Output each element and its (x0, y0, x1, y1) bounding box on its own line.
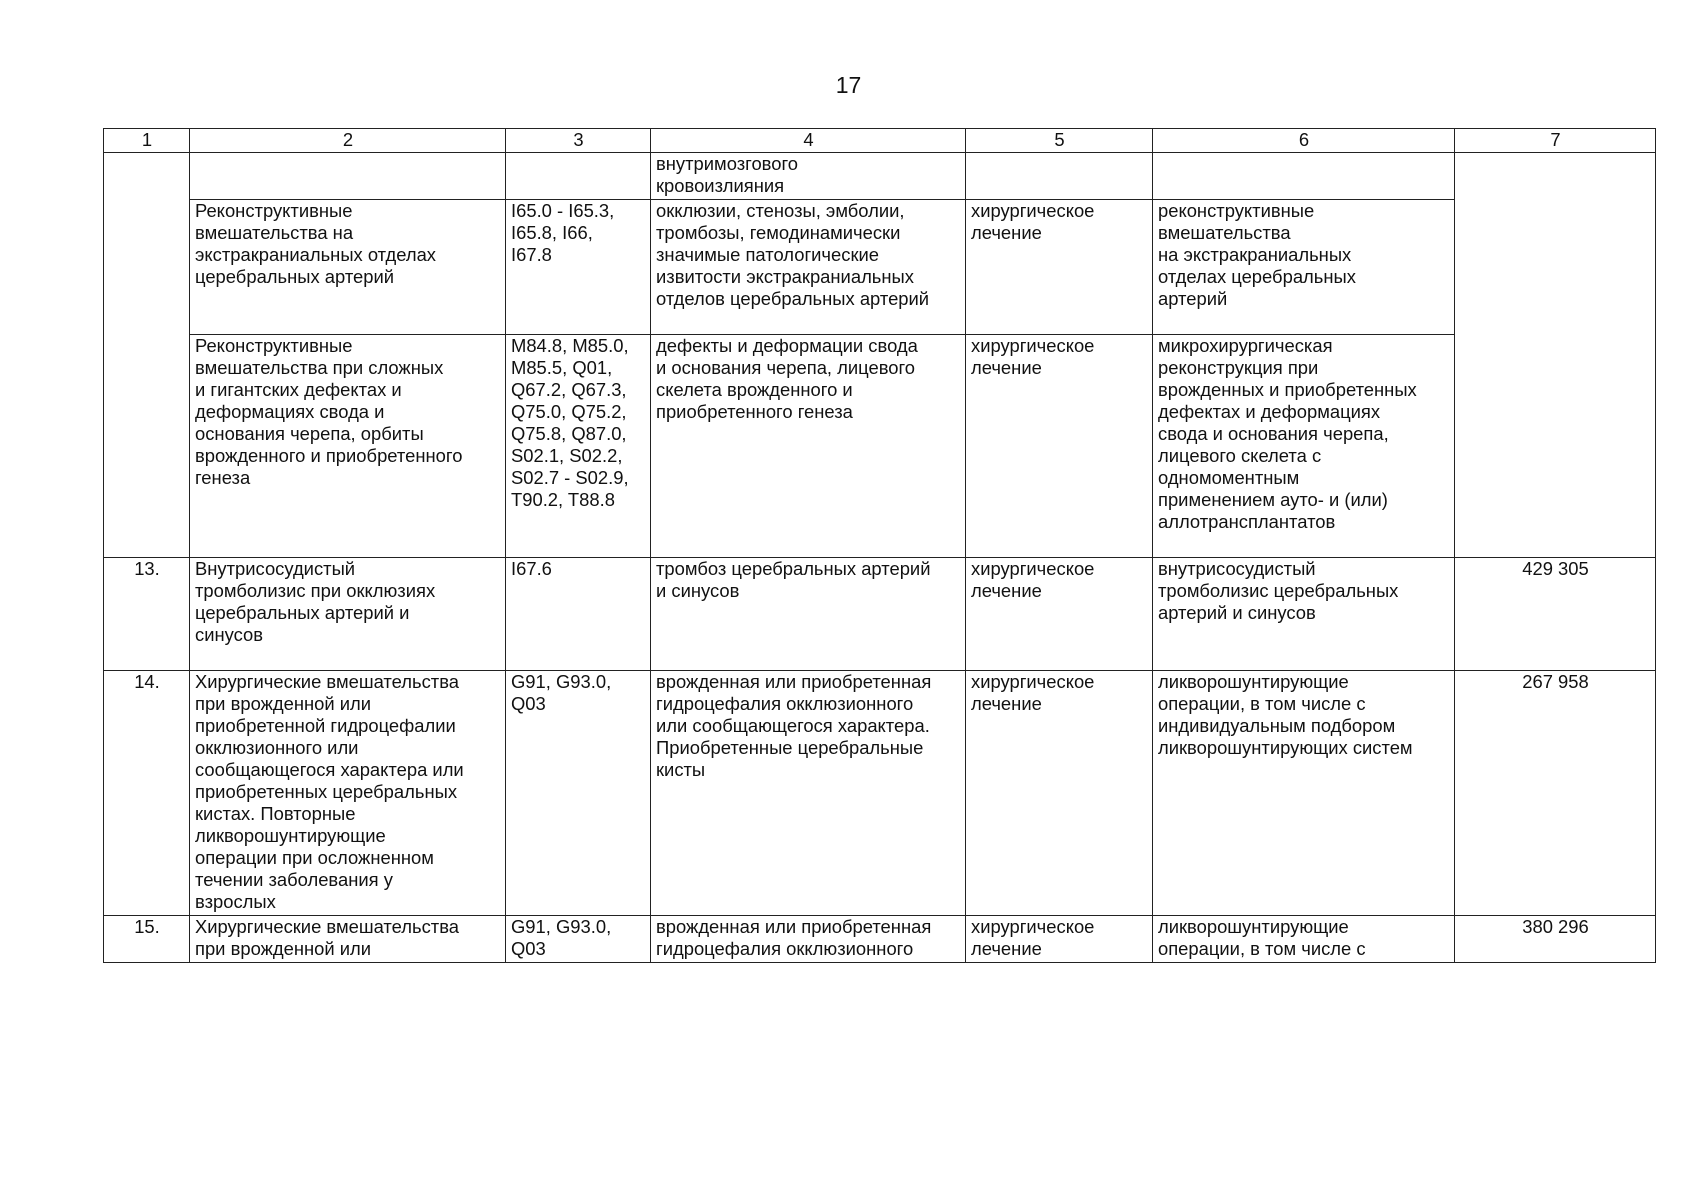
row-number-cell: 13. (104, 558, 190, 671)
table-row-13 (104, 558, 1656, 671)
method-description-cell: ликворошунтирующие операции, в том числе с (1153, 916, 1455, 963)
method-description-cell (1153, 153, 1455, 200)
header-col-2: 2 (190, 129, 506, 153)
condition-cell: дефекты и деформации свода и основания черепа, лицевого скелета врожденного и приобретенного генеза (651, 335, 966, 558)
treatment-type-cell: хирургическое лечение (966, 200, 1153, 335)
price-cell: 267 958 (1455, 671, 1656, 916)
treatment-type-cell: хирургическое лечение (966, 558, 1153, 671)
condition-cell: тромбоз церебральных артерий и синусов (651, 558, 966, 671)
method-cell (190, 153, 506, 200)
treatment-type-cell: хирургическое лечение (966, 916, 1153, 963)
treatment-type-cell: хирургическое лечение (966, 335, 1153, 558)
icd-code-cell: G91, G93.0, Q03 (506, 671, 651, 916)
table-row-continuation (104, 153, 1656, 200)
price-cell (1455, 153, 1656, 558)
page-number: 17 (835, 72, 862, 98)
method-cell: Хирургические вмешательства при врожденной или (190, 916, 506, 963)
header-row (104, 129, 1656, 153)
condition-cell: врожденная или приобретенная гидроцефалия окклюзионного или сообщающегося характера. Приобретенные церебральные кисты (651, 671, 966, 916)
condition-cell: окклюзии, стенозы, эмболии, тромбозы, гемодинамически значимые патологические извитости экстракраниальных отделов церебральных артерий (651, 200, 966, 335)
table-row-15 (104, 916, 1656, 963)
table-row (104, 335, 1656, 558)
method-cell: Реконструктивные вмешательства на экстракраниальных отделах церебральных артерий (190, 200, 506, 335)
price-cell: 429 305 (1455, 558, 1656, 671)
icd-code-cell: I67.6 (506, 558, 651, 671)
treatment-type-cell: хирургическое лечение (966, 671, 1153, 916)
method-cell: Хирургические вмешательства при врожденной или приобретенной гидроцефалии окклюзионного или сообщающегося характера или приобретенных церебральных кистах. Повторные ликворошунтирующие операции при осложненном течении заболевания у взрослых (190, 671, 506, 916)
method-cell: Реконструктивные вмешательства при сложных и гигантских дефектах и деформациях свода и основания черепа, орбиты врожденного и приобретенного генеза (190, 335, 506, 558)
icd-code-cell: I65.0 - I65.3, I65.8, I66, I67.8 (506, 200, 651, 335)
header-col-7: 7 (1455, 129, 1656, 153)
header-col-3: 3 (506, 129, 651, 153)
header-col-1: 1 (104, 129, 190, 153)
row-number-cell: 14. (104, 671, 190, 916)
table-row (104, 200, 1656, 335)
condition-cell: врожденная или приобретенная гидроцефалия окклюзионного (651, 916, 966, 963)
header-col-4: 4 (651, 129, 966, 153)
services-table (103, 128, 1656, 963)
treatment-type-cell (966, 153, 1153, 200)
row-number-cell (104, 153, 190, 558)
method-description-cell: микрохирургическая реконструкция при врожденных и приобретенных дефектах и деформациях свода и основания черепа, лицевого скелета с одномоментным применением ауто- и (или) аллотрансплантатов (1153, 335, 1455, 558)
icd-code-cell: M84.8, M85.0, M85.5, Q01, Q67.2, Q67.3, Q75.0, Q75.2, Q75.8, Q87.0, S02.1, S02.2, S02.7 - S02.9, T90.2, T88.8 (506, 335, 651, 558)
icd-code-cell (506, 153, 651, 200)
price-cell: 380 296 (1455, 916, 1656, 963)
icd-code-cell: G91, G93.0, Q03 (506, 916, 651, 963)
condition-cell: внутримозгового кровоизлияния (651, 153, 966, 200)
header-col-6: 6 (1153, 129, 1455, 153)
header-col-5: 5 (966, 129, 1153, 153)
row-number-cell: 15. (104, 916, 190, 963)
method-description-cell: реконструктивные вмешательства на экстракраниальных отделах церебральных артерий (1153, 200, 1455, 335)
method-description-cell: внутрисосудистый тромболизис церебральных артерий и синусов (1153, 558, 1455, 671)
method-description-cell: ликворошунтирующие операции, в том числе с индивидуальным подбором ликворошунтирующих систем (1153, 671, 1455, 916)
method-cell: Внутрисосудистый тромболизис при окклюзиях церебральных артерий и синусов (190, 558, 506, 671)
table-row-14 (104, 671, 1656, 916)
